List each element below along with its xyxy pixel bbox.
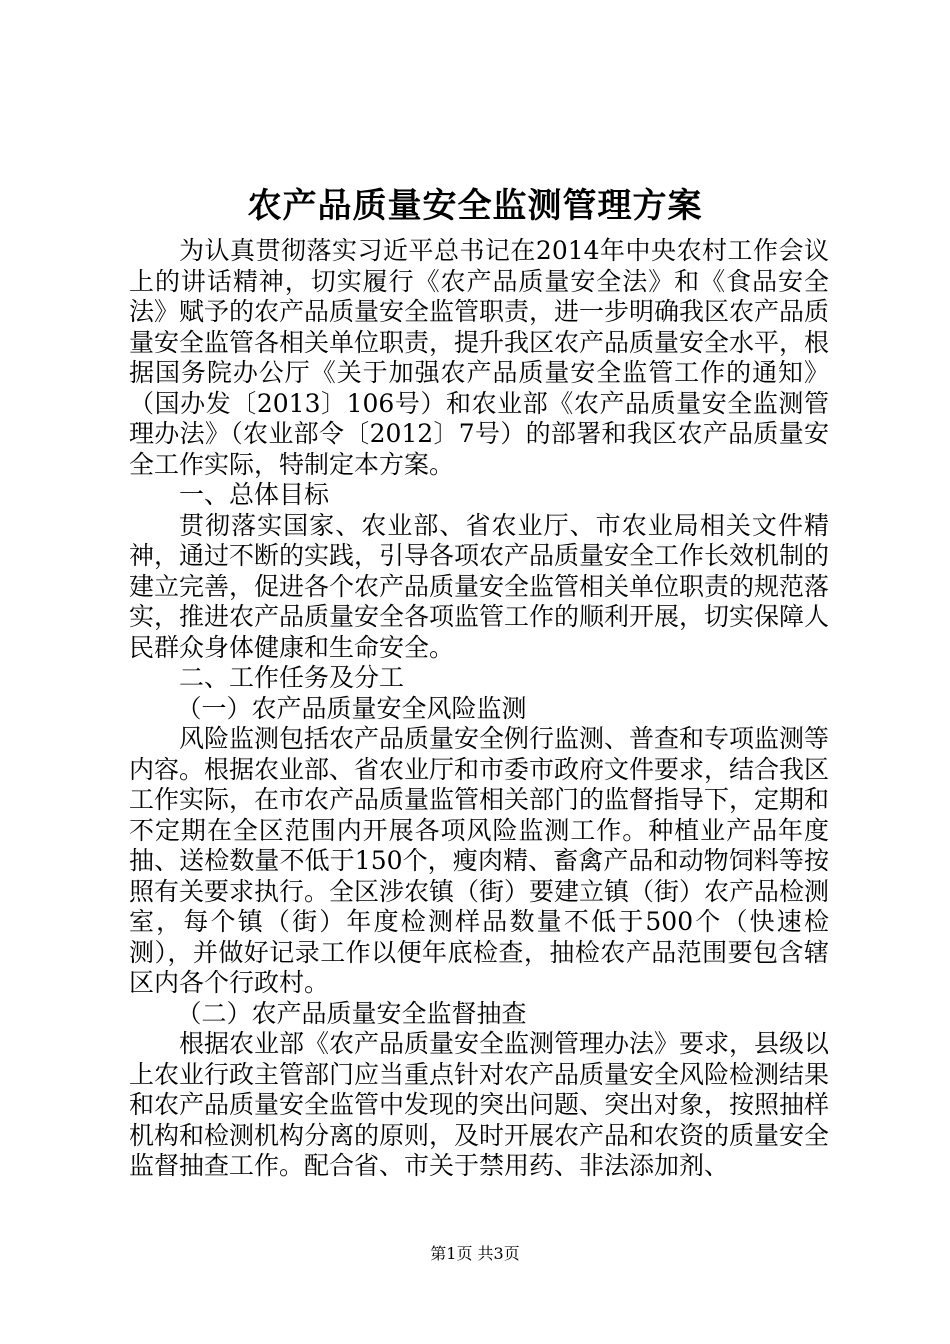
document-title: 农产品质量安全监测管理方案 <box>247 186 703 226</box>
overall-goal-paragraph: 贯彻落实国家、农业部、省农业厅、市农业局相关文件精神，通过不断的实践，引导各项农产品质量安全工作长效机制的建立完善，促进各个农产品质量安全监管相关单位职责的规范落实，推进农产品质量安全各项监管工作的顺利开展，切实保障人民群众身体健康和生命安全。 <box>129 510 830 662</box>
section-heading-overall-goal: 一、总体目标 <box>179 480 330 509</box>
document-body <box>129 236 829 1182</box>
subsection-heading-risk-monitoring: （一）农产品质量安全风险监测 <box>176 693 527 723</box>
page-footer: 第1页 共3页 <box>430 1244 520 1263</box>
section-heading-tasks: 二、工作任务及分工 <box>179 663 405 692</box>
supervision-sampling-paragraph: 根据农业部《农产品质量安全监测管理办法》要求，县级以上农业行政主管部门应当重点针对农产品质量安全风险检测结果和农产品质量安全监管中发现的突出问题、突出对象，按照抽样机构和检测机构分离的原则，及时开展农产品和农资的质量安全监督抽查工作。配合省、市关于禁用药、非法添加剂、 <box>129 1029 830 1180</box>
subsection-heading-supervision-sampling: （二）农产品质量安全监督抽查 <box>176 998 527 1028</box>
intro-paragraph: 为认真贯彻落实习近平总书记在2014年中央农村工作会议上的讲话精神，切实履行《农产品质量安全法》和《食品安全法》赋予的农产品质量安全监管职责，进一步明确我区农产品质量安全监管各相关单位职责，提升我区农产品质量安全水平，根据国务院办公厅《关于加强农产品质量安全监管工作的通知》（国办发〔2013〕106号）和农业部《农产品质量安全监测管理办法》（农业部令〔2012〕7号）的部署和我区农产品质量安全工作实际，特制定本方案。 <box>129 236 830 479</box>
risk-monitoring-paragraph: 风险监测包括农产品质量安全例行监测、普查和专项监测等内容。根据农业部、省农业厅和市委市政府文件要求，结合我区工作实际，在市农产品质量监管相关部门的监督指导下，定期和不定期在全区范围内开展各项风险监测工作。种植业产品年度抽、送检数量不低于150个，瘦肉精、畜禽产品和动物饲料等按照有关要求执行。全区涉农镇（街）要建立镇（街）农产品检测室，每个镇（街）年度检测样品数量不低于500个（快速检测），并做好记录工作以便年底检查，抽检农产品范围要包含辖区内各个行政村。 <box>129 724 830 997</box>
